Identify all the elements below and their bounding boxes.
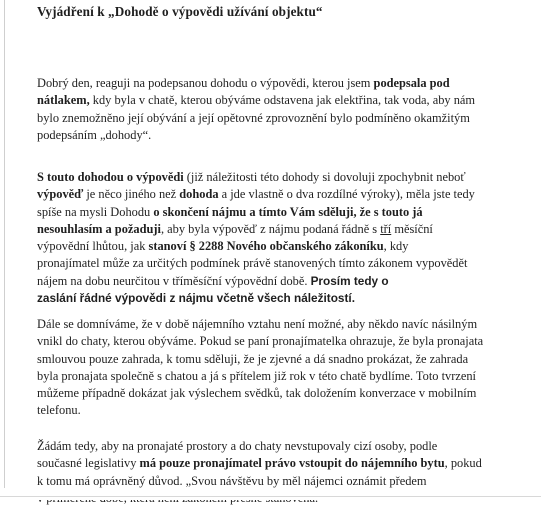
bold-text-run: nesouhlasím a požaduji [37,221,161,236]
text-line [37,221,517,238]
text-run: nájem na dobu neurčitou v tříměsíční výpovědní době. [37,273,311,288]
text-line [37,351,517,368]
paragraph-intro [37,75,517,144]
text-run: Žádám tedy, aby na pronajaté prostory a do chaty nevstupovaly cizí osoby, podle [37,439,438,453]
text-run: současné legislativy [37,456,140,471]
text-line [37,273,517,290]
text-line [37,127,517,144]
paragraph-notice-agreement [37,169,517,307]
text-line [37,333,517,350]
text-line [37,110,517,127]
document-title: Vyjádření k „Dohodě o výpovědi užívání objektu“ [37,4,323,19]
bold-text-run: podepsala pod [373,76,450,90]
text-run: bylo znemožněno její obývání a její opětovné zprovoznění bylo podmíněno okamžitým [37,110,470,125]
text-run: telefonu. [37,403,81,418]
bold-text-run: nátlakem, [37,93,90,108]
text-run: spíše na mysli Dohodu [37,204,154,219]
text-run: pronajímatel může za určitých podmínek právě stanovených tímto zákonem vypovědět [37,256,468,271]
bold-text-run: S touto dohodou o výpovědi [37,170,184,184]
text-run: a jde vlastně o dva rozdílné výroky), měla jste tedy [218,187,475,202]
text-run: , kdy [383,239,409,254]
text-run: výpovědní lhůtou, jak [37,239,149,254]
text-line [37,402,517,419]
bold-text-run: stanoví § 2288 Nového občanského zákoníku [148,239,384,254]
text-run: podepsáním „dohody“. [37,127,152,142]
text-run: kdy byla v chatě, kterou obýváme odstavena jak elektřina, tak voda, aby nám [89,93,476,108]
text-run: vnikl do chaty, kterou obýváme. Pokud se paní pronajímatelka ohrazuje, že byla pronajata [37,334,484,349]
text-line [37,255,517,272]
page-edge-divider [4,0,5,500]
text-line [37,204,517,221]
text-line [37,385,517,402]
text-line [37,290,517,307]
text-line [37,92,517,109]
text-line [37,75,517,92]
text-run: byla pronajata společně s chatou a já s přítelem již rok v této chatě bydlíme. Toto tvrzení [37,368,476,383]
viewport-cutoff [0,488,541,500]
text-line [37,316,517,333]
bold-text-run: má pouze pronajímatel právo vstoupit do nájemního bytu [139,456,445,471]
text-line [37,238,517,255]
text-line [37,169,517,186]
page-bottom-divider [0,496,541,497]
bold-text-run: výpověď [37,187,84,202]
text-run: smlouvou pouze zahrada, k tomu sděluji, že je zjevné a dá snadno prokázat, že zahrada [37,351,469,366]
paragraph-intrusion [37,316,517,420]
underlined-text-run: tří [380,221,392,236]
text-run: , aby byla výpověď z nájmu podaná řádně s [160,221,381,236]
bold-text-run: dohoda [179,187,219,202]
text-run: můžeme případně dokázat jak výslechem svědků, tak doložením konverzace v mobilním [37,386,477,401]
text-run: Dobrý den, reaguji na podepsanou dohodu o výpovědi, kterou jsem [37,76,374,90]
text-run: , pokud [444,456,482,471]
bold-text-run: zaslání řádné výpovědi z nájmu včetně všech náležitostí. [37,291,355,306]
bold-text-run: o skončení nájmu a tímto Vám sděluji, že s touto já [153,204,423,219]
text-line [37,455,517,472]
text-run: (již náležitosti této dohody si dovoluji zpochybnit neboť [183,170,466,184]
bold-text-run: Prosím tedy o [310,273,389,288]
text-run: měsíční [391,221,433,236]
text-run: je něco jiného než [83,187,180,202]
text-line [37,438,517,455]
text-run: Dále se domníváme, že v době nájemního vztahu není možné, aby někdo navíc násilným [37,317,478,331]
text-run: k tomu má oprávněný důvod. „Svou návštěvu by měl nájemci oznámit předem [37,473,427,488]
text-line [37,186,517,203]
text-line [37,368,517,385]
